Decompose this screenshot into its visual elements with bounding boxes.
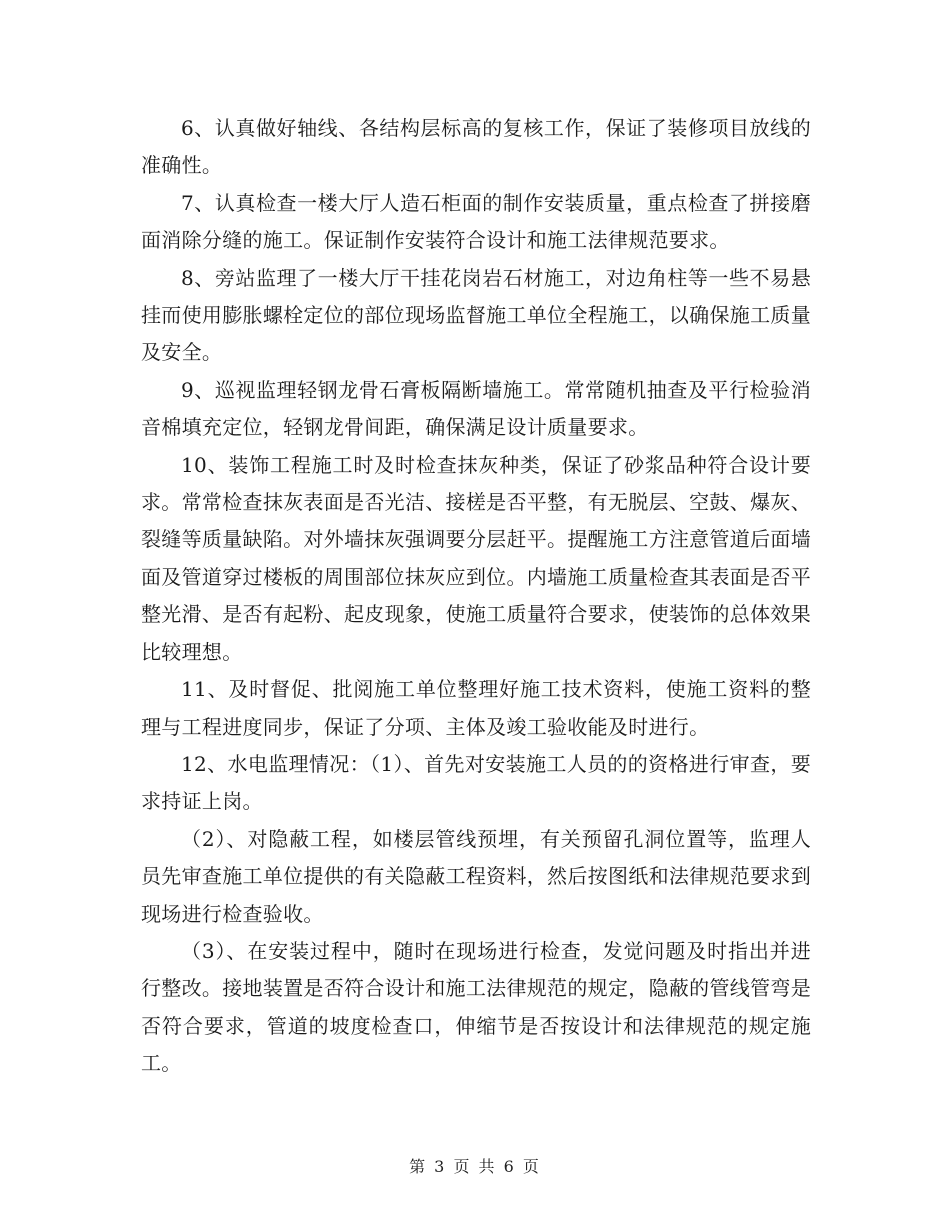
paragraph-12-3: （3）、在安装过程中，随时在现场进行检查，发觉问题及时指出并进行整改。接地装置是否符合设计和施工法律规范的规定，隐蔽的管线管弯是否符合要求，管道的坡度检查口，伸缩节是否按设计和法律规范的规定施工。	[141, 938, 811, 1076]
paragraph-6: 6、认真做好轴线、各结构层标高的复核工作，保证了装修项目放线的准确性。	[141, 116, 811, 178]
paragraph-11: 11、及时督促、批阅施工单位整理好施工技术资料，使施工资料的整理与工程进度同步，保证了分项、主体及竣工验收能及时进行。	[141, 677, 811, 739]
paragraph-12: 12、水电监理情况：（1）、首先对安装施工人员的的资格进行审查，要求持证上岗。	[141, 751, 811, 814]
document-body	[141, 110, 811, 1083]
paragraph-10: 10、装饰工程施工时及时检查抹灰种类，保证了砂浆品种符合设计要求。常常检查抹灰表面是否光洁、接槎是否平整，有无脱层、空鼓、爆灰、裂缝等质量缺陷。对外墙抹灰强调要分层赶平。提醒施工方注意管道后面墙面及管道穿过楼板的周围部位抹灰应到位。内墙施工质量检查其表面是否平整光滑、是否有起粉、起皮现象，使施工质量符合要求，使装饰的总体效果比较理想。	[141, 452, 811, 664]
page-number-footer: 第 3 页 共 6 页	[409, 1157, 541, 1176]
paragraph-7: 7、认真检查一楼大厅人造石柜面的制作安装质量，重点检查了拼接磨面消除分缝的施工。保证制作安装符合设计和施工法律规范要求。	[141, 190, 811, 253]
paragraph-12-2: （2）、对隐蔽工程，如楼层管线预埋，有关预留孔洞位置等，监理人员先审查施工单位提供的有关隐蔽工程资料，然后按图纸和法律规范要求到现场进行检查验收。	[141, 826, 811, 926]
paragraph-9: 9、巡视监理轻钢龙骨石膏板隔断墙施工。常常随机抽查及平行检验消音棉填充定位，轻钢龙骨间距，确保满足设计质量要求。	[141, 377, 811, 440]
paragraph-8: 8、旁站监理了一楼大厅干挂花岗岩石材施工，对边角柱等一些不易悬挂而使用膨胀螺栓定位的部位现场监督施工单位全程施工，以确保施工质量及安全。	[141, 265, 811, 365]
